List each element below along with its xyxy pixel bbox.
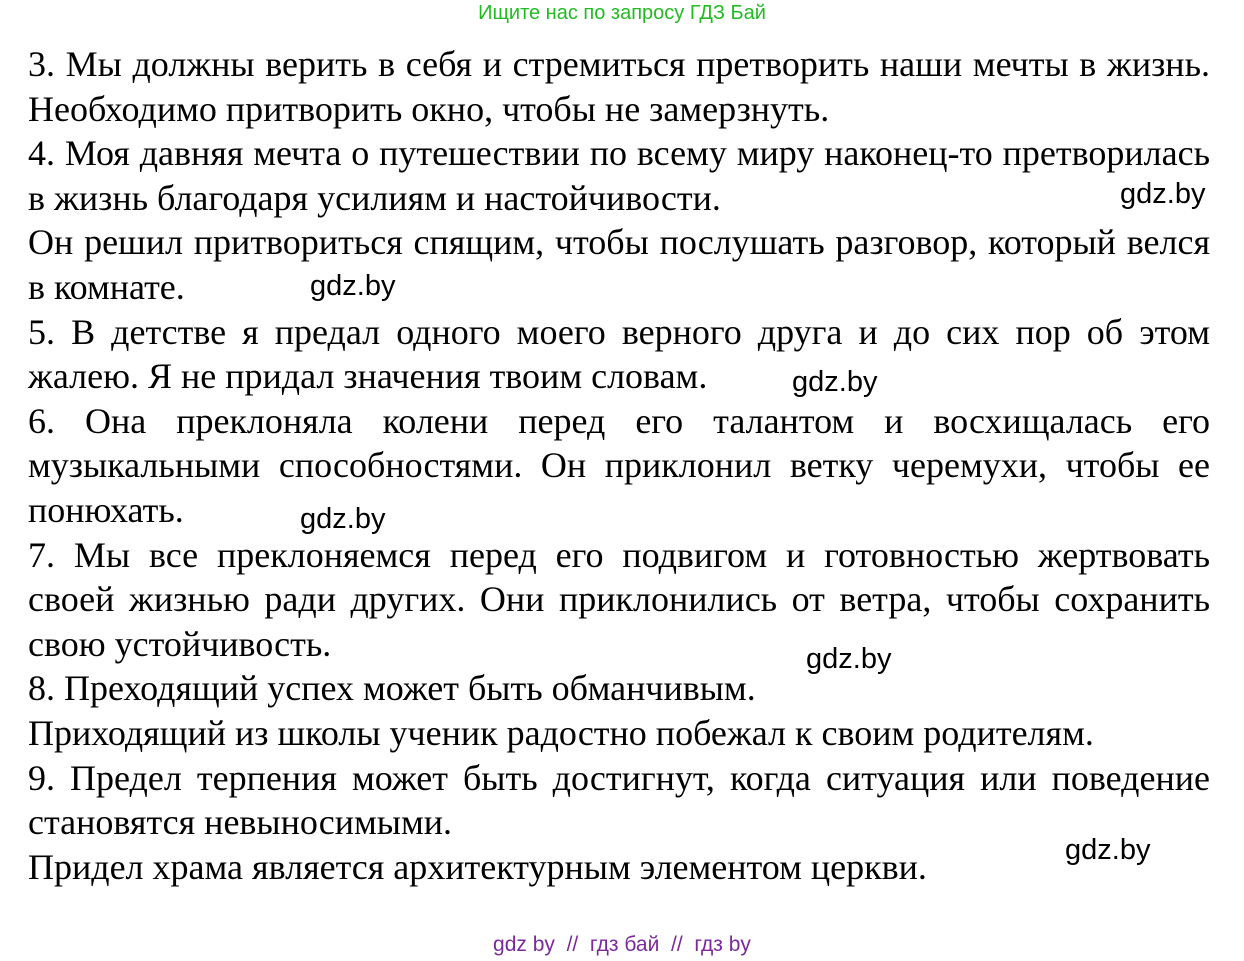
top-banner: Ищите нас по запросу ГДЗ Бай [478,2,766,24]
watermark: gdz.by [792,366,878,398]
paragraph-5: 5. В детстве я предал одного моего верного друга и до сих пор об этом жалею. Я не придал значения твоим словам. [28,311,1210,397]
watermark: gdz.by [806,643,892,675]
paragraph-9: 9. Предел терпения может быть достигнут, когда ситуация или поведение становятся невыносимыми. [28,757,1210,843]
paragraph-9b: Придел храма является архитектурным элементом церкви. [28,846,927,887]
watermark: gdz.by [1065,834,1151,866]
paragraph-6: 6. Она преклоняла колени перед его талантом и восхищалась его музыкальными способностями. Он приклонил ветку черемухи, чтобы ее понюхать. [28,400,1210,530]
paragraph-7: 7. Мы все преклоняемся перед его подвигом и готовностью жертвовать своей жизнью ради других. Они приклонились от ветра, чтобы сохранить свою устойчивость. [28,534,1210,664]
document-body [28,42,1210,889]
watermark: gdz.by [310,270,396,302]
paragraph-3: 3. Мы должны верить в себя и стремиться претворить наши мечты в жизнь. Необходимо притворить окно, чтобы не замерзнуть. [28,44,1210,129]
paragraph-4: 4. Моя давняя мечта о путешествии по всему миру наконец-то претворилась в жизнь благодаря усилиям и настойчивости. [28,133,1210,218]
paragraph-4b: Он решил притвориться спящим, чтобы послушать разговор, который велся в комнате. [28,222,1210,307]
watermark: gdz.by [300,503,386,535]
paragraph-8: 8. Преходящий успех может быть обманчивым. [28,668,756,709]
watermark: gdz.by [1120,178,1206,210]
footer-watermark: gdz by // гдз бай // гдз by [493,933,751,956]
paragraph-8b: Приходящий из школы ученик радостно побежал к своим родителям. [28,712,1094,753]
